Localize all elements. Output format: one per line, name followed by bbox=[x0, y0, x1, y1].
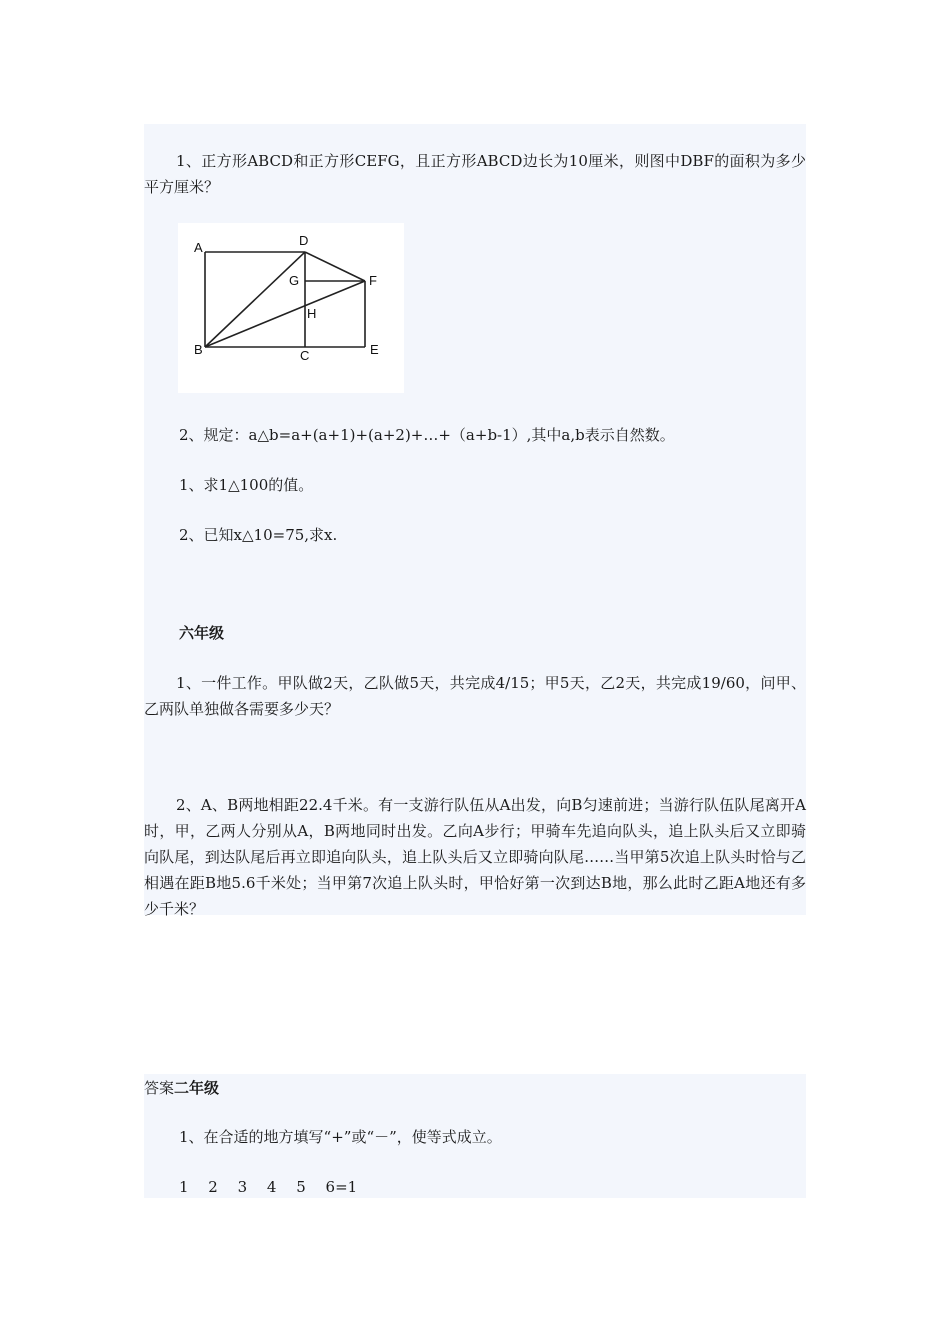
grade-6-question-2: 2、A、B两地相距22.4千米。有一支游行队伍从A出发，向B匀速前进；当游行队伍队尾离开A时，甲，乙两人分别从A，B两地同时出发。乙向A步行；甲骑车先追向队头，追上队头后又立即骑向队尾，到达队尾后再立即追向队头，追上队头后又立即骑向队尾……当甲第5次追上队头时恰与乙相遇在距B地5.6千米处；当甲第7次追上队头时，甲恰好第一次到达B地，那么此时乙距A地还有多少千米？ bbox=[144, 796, 806, 918]
label-e: E bbox=[370, 342, 379, 357]
edge-bf bbox=[205, 281, 365, 347]
answer-question-1: 1、在合适的地方填写“+”或“－”，使等式成立。 bbox=[179, 1128, 502, 1146]
label-h: H bbox=[307, 306, 317, 321]
content-block-1 bbox=[144, 124, 806, 918]
content-block-2 bbox=[144, 1074, 806, 1198]
square-geometry-figure bbox=[178, 223, 404, 393]
question-2-part-2: 2、已知x△10=75,求x. bbox=[179, 526, 338, 544]
grade-6-question-1: 1、一件工作。甲队做2天，乙队做5天，共完成4/15；甲5天，乙2天，共完成19/60，问甲、乙两队单独做各需要多少天？ bbox=[144, 674, 806, 718]
label-a: A bbox=[194, 240, 203, 255]
answer-equation: 1 2 3 4 5 6=1 bbox=[179, 1178, 358, 1196]
edge-bd bbox=[205, 252, 305, 347]
question-2-part-1: 1、求1△100的值。 bbox=[179, 476, 314, 494]
label-g: G bbox=[289, 273, 300, 288]
answer-heading bbox=[144, 1075, 219, 1101]
answer-prefix: 答案 bbox=[144, 1079, 175, 1097]
answer-grade-label: 二年级 bbox=[174, 1079, 220, 1097]
question-1-text: 1、正方形ABCD和正方形CEFG，且正方形ABCD边长为10厘米，则图中DBF的面积为多少平方厘米？ bbox=[144, 152, 806, 196]
edge-df bbox=[305, 252, 365, 281]
grade-6-heading: 六年级 bbox=[179, 624, 225, 642]
question-2-text: 2、规定：a△b=a+(a+1)+(a+2)+…+（a+b-1）,其中a,b表示自然数。 bbox=[179, 426, 675, 444]
label-b: B bbox=[194, 342, 203, 357]
label-c: C bbox=[300, 348, 310, 363]
label-f: F bbox=[369, 273, 377, 288]
label-d: D bbox=[299, 233, 309, 248]
